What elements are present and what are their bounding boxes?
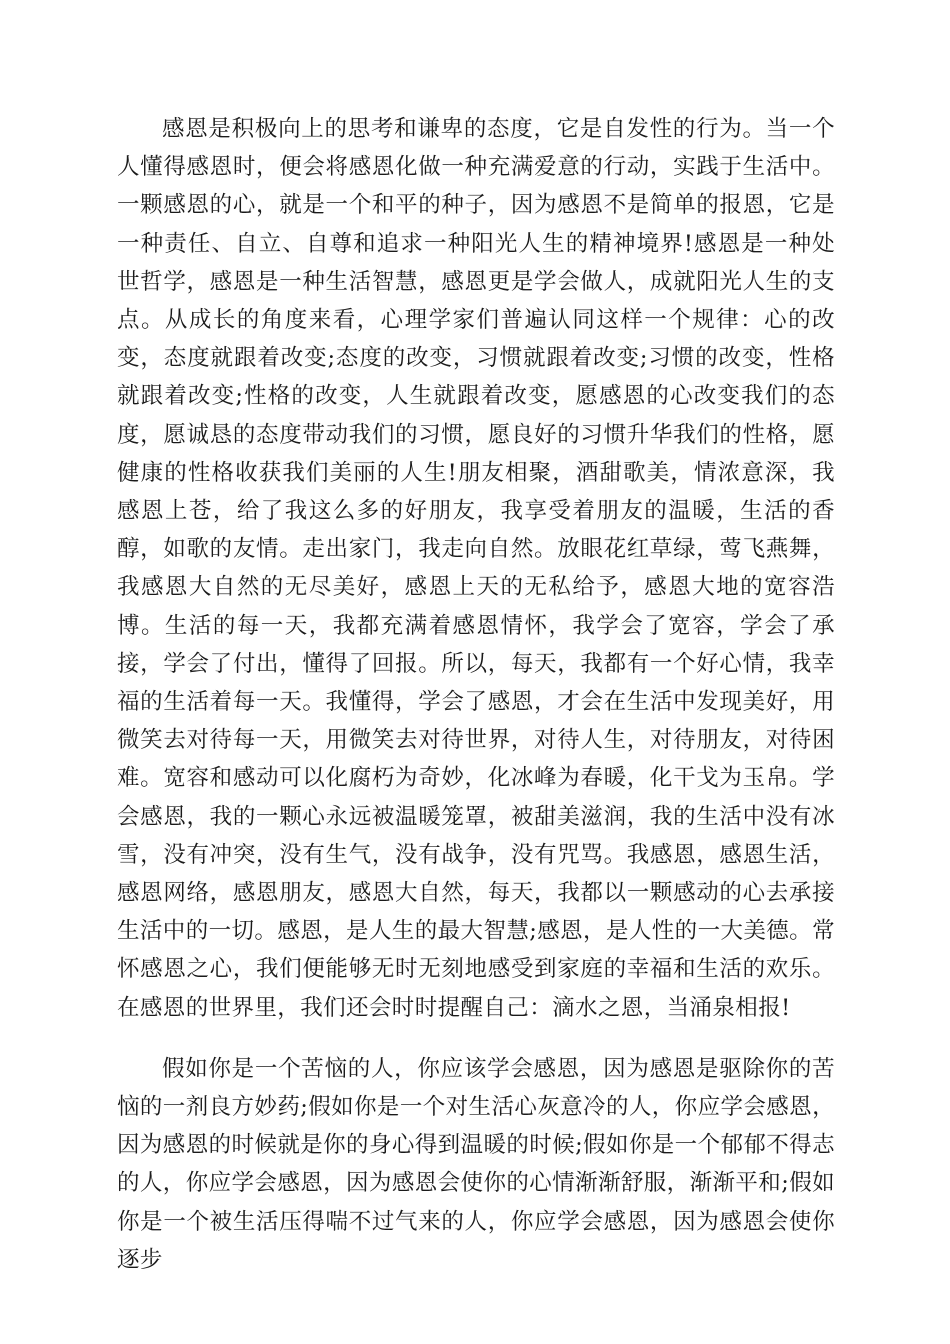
body-paragraph-2: 假如你是一个苦恼的人，你应该学会感恩，因为感恩是驱除你的苦恼的一剂良方妙药;假如你是一个对生活心灰意冷的人，你应学会感恩，因为感恩的时候就是你的身心得到温暖的时候;假如你是一个郁郁不得志的人，你应学会感恩，因为感恩会使你的心情渐渐舒服，渐渐平和;假如你是一个被生活压得喘不过气来的人，你应学会感恩，因为感恩会使你逐步 <box>117 1055 835 1273</box>
document-page <box>117 110 835 1279</box>
body-paragraph-1: 感恩是积极向上的思考和谦卑的态度，它是自发性的行为。当一个人懂得感恩时，便会将感恩化做一种充满爱意的行动，实践于生活中。一颗感恩的心，就是一个和平的种子，因为感恩不是简单的报恩，它是一种责任、自立、自尊和追求一种阳光人生的精神境界!感恩是一种处世哲学，感恩是一种生活智慧，感恩更是学会做人，成就阳光人生的支点。从成长的角度来看，心理学家们普遍认同这样一个规律：心的改变，态度就跟着改变;态度的改变，习惯就跟着改变;习惯的改变，性格就跟着改变;性格的改变，人生就跟着改变，愿感恩的心改变我们的态度，愿诚恳的态度带动我们的习惯，愿良好的习惯升华我们的性格，愿健康的性格收获我们美丽的人生!朋友相聚，酒甜歌美，情浓意深，我感恩上苍，给了我这么多的好朋友，我享受着朋友的温暖，生活的香醇，如歌的友情。走出家门，我走向自然。放眼花红草绿，莺飞燕舞，我感恩大自然的无尽美好，感恩上天的无私给予，感恩大地的宽容浩博。生活的每一天，我都充满着感恩情怀，我学会了宽容，学会了承接，学会了付出，懂得了回报。所以，每天，我都有一个好心情，我幸福的生活着每一天。我懂得，学会了感恩，才会在生活中发现美好，用微笑去对待每一天，用微笑去对待世界，对待人生，对待朋友，对待困难。宽容和感动可以化腐朽为奇妙，化冰峰为春暖，化干戈为玉帛。学会感恩，我的一颗心永远被温暖笼罩，被甜美滋润，我的生活中没有冰雪，没有冲突，没有生气，没有战争，没有咒骂。我感恩，感恩生活，感恩网络，感恩朋友，感恩大自然，每天，我都以一颗感动的心去承接生活中的一切。感恩，是人生的最大智慧;感恩，是人性的一大美德。常怀感恩之心，我们便能够无时无刻地感受到家庭的幸福和生活的欢乐。在感恩的世界里，我们还会时时提醒自己：滴水之恩，当涌泉相报! <box>117 116 835 1021</box>
